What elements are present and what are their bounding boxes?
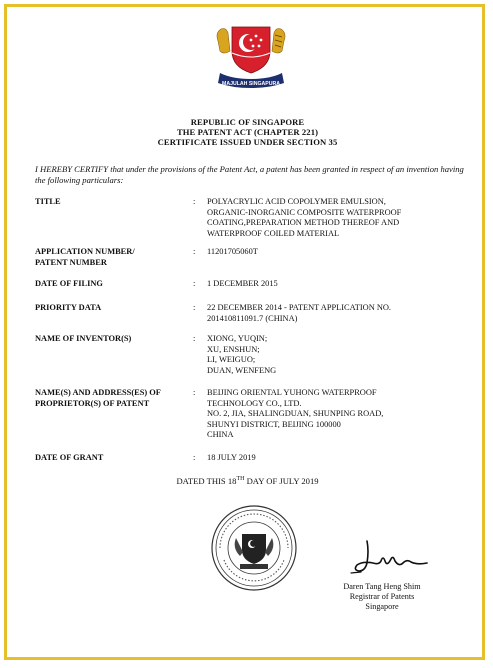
title-label: TITLE bbox=[35, 197, 61, 206]
certify-statement: I HEREBY CERTIFY that under the provisions of the Patent Act, a patent has been granted in respect of an invention having the following particulars: bbox=[35, 164, 464, 185]
proprietor-label bbox=[35, 388, 190, 409]
filing-label: DATE OF FILING bbox=[35, 279, 103, 288]
grant-label: DATE OF GRANT bbox=[35, 453, 104, 462]
coat-of-arms-icon bbox=[212, 21, 290, 89]
filing-date: 1 DECEMBER 2015 bbox=[207, 279, 278, 288]
colon: : bbox=[193, 453, 196, 462]
colon: : bbox=[193, 334, 196, 343]
heading-line-2: THE PATENT ACT (CHAPTER 221) bbox=[176, 127, 319, 137]
proprietor-label-line-2: PROPRIETOR(S) OF PATENT bbox=[35, 398, 150, 408]
dated-prefix: DATED THIS 18 bbox=[176, 476, 237, 486]
application-label-line-1: APPLICATION NUMBER/ bbox=[35, 247, 135, 256]
inventor-name: DUAN, WENFENG bbox=[207, 365, 277, 375]
registrar-role: Registrar of Patents bbox=[349, 592, 415, 601]
application-label-line-2: PATENT NUMBER bbox=[35, 257, 107, 267]
dated-superscript: TH bbox=[236, 476, 245, 483]
title-line: ORGANIC-INORGANIC COMPOSITE WATERPROOF bbox=[207, 207, 402, 217]
proprietor-value bbox=[207, 388, 467, 441]
priority-line: 22 DECEMBER 2014 - PATENT APPLICATION NO. bbox=[207, 303, 392, 312]
certificate-frame bbox=[4, 4, 485, 660]
colon: : bbox=[193, 247, 196, 256]
heading-line-1: REPUBLIC OF SINGAPORE bbox=[190, 117, 305, 127]
priority-line: 201410811091.7 (CHINA) bbox=[207, 313, 298, 323]
registrar-place: Singapore bbox=[365, 602, 399, 611]
application-label bbox=[35, 247, 190, 268]
inventors-label: NAME OF INVENTOR(S) bbox=[35, 334, 132, 343]
title-line: WATERPROOF COILED MATERIAL bbox=[207, 228, 340, 238]
inventor-name: XU, ENSHUN; bbox=[207, 344, 260, 354]
colon: : bbox=[193, 388, 196, 397]
title-value bbox=[207, 197, 467, 239]
proprietor-line: BEIJING ORIENTAL YUHONG WATERPROOF bbox=[207, 388, 377, 397]
colon: : bbox=[193, 279, 196, 288]
priority-label: PRIORITY DATA bbox=[35, 303, 102, 312]
certificate-heading bbox=[7, 117, 488, 147]
title-line: POLYACRYLIC ACID COPOLYMER EMULSION, bbox=[207, 197, 386, 206]
inventors-value bbox=[207, 334, 467, 376]
dated-suffix: DAY OF JULY 2019 bbox=[244, 476, 319, 486]
proprietor-label-line-1: NAME(S) AND ADDRESS(ES) OF bbox=[35, 388, 161, 397]
inventor-name: XIONG, YUQIN; bbox=[207, 334, 268, 343]
application-number: 11201705060T bbox=[207, 247, 258, 256]
priority-value bbox=[207, 303, 467, 324]
inventor-name: LI, WEIGUO; bbox=[207, 355, 256, 364]
grant-date: 18 JULY 2019 bbox=[207, 453, 256, 462]
crest-motto: MAJULAH SINGAPURA bbox=[222, 81, 280, 87]
registrar-block bbox=[307, 582, 457, 612]
registrar-signature bbox=[349, 537, 431, 577]
proprietor-line: TECHNOLOGY CO., LTD. bbox=[207, 398, 302, 408]
proprietor-line: NO. 2, JIA, SHALINGDUAN, SHUNPING ROAD, bbox=[207, 409, 384, 418]
registrar-name: Daren Tang Heng Shim bbox=[343, 582, 421, 591]
heading-line-3: CERTIFICATE ISSUED UNDER SECTION 35 bbox=[157, 137, 338, 147]
colon: : bbox=[193, 303, 196, 312]
proprietor-line: CHINA bbox=[207, 430, 234, 439]
official-seal-icon bbox=[210, 504, 298, 592]
colon: : bbox=[193, 197, 196, 206]
proprietor-line: SHUNYI DISTRICT, BEIJING 100000 bbox=[207, 419, 341, 429]
title-line: COATING,PREPARATION METHOD THEREOF AND bbox=[207, 218, 400, 227]
dated-line bbox=[7, 476, 488, 486]
